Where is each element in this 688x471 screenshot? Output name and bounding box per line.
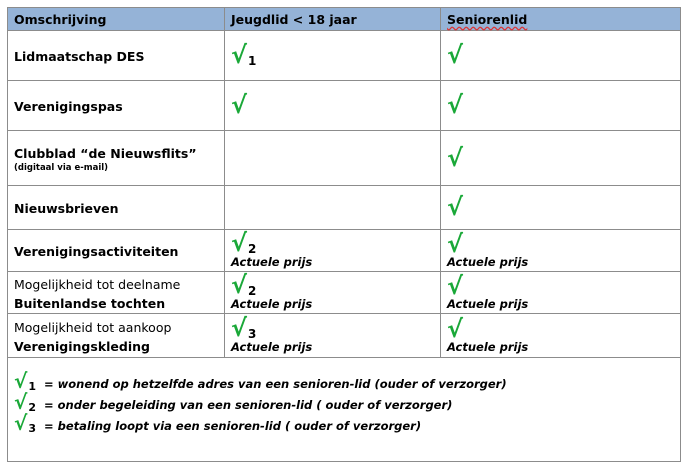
- footnote-number: 3: [28, 422, 36, 435]
- check-icon: √: [447, 41, 464, 69]
- row-label-cell: [8, 81, 225, 131]
- check-icon: √: [447, 91, 464, 119]
- row-label-cell: [8, 131, 225, 186]
- check-icon: √: [447, 271, 464, 300]
- check-icon: √: [231, 91, 248, 119]
- row-label: Nieuwsbrieven: [14, 201, 119, 216]
- footnote-number: 2: [248, 242, 257, 256]
- header-label: Seniorenlid: [447, 11, 528, 27]
- table-row: [8, 230, 681, 272]
- table-row: [8, 31, 681, 81]
- table-row: [8, 81, 681, 131]
- footnote-number: 1: [28, 380, 36, 393]
- row-label: Verenigingspas: [14, 99, 123, 114]
- senior-cell: [441, 131, 681, 186]
- check-icon: √: [14, 369, 28, 393]
- legend-item: [14, 411, 680, 435]
- row-label-line1: Mogelijkheid tot deelname: [14, 276, 181, 292]
- row-label-cell: [8, 31, 225, 81]
- table-row: [8, 314, 681, 358]
- footnote-number: 1: [248, 53, 257, 68]
- youth-cell: [225, 31, 441, 81]
- senior-cell: [441, 186, 681, 230]
- header-jeugdlid: [225, 8, 441, 31]
- check-icon: √: [447, 193, 464, 221]
- row-label: Lidmaatschap DES: [14, 49, 145, 64]
- row-label-line2: Buitenlandse tochten: [14, 295, 166, 311]
- header-seniorenlid: [441, 8, 681, 31]
- footnote-number: 3: [248, 327, 257, 341]
- check-icon: √: [231, 40, 248, 69]
- legend-text: = betaling loopt via een senioren-lid ( ouder of verzorger): [44, 419, 422, 433]
- youth-cell: [225, 131, 441, 186]
- check-icon: √: [14, 411, 28, 435]
- row-label-cell: [8, 230, 225, 272]
- row-label-line1: Mogelijkheid tot aankoop: [14, 319, 172, 335]
- youth-cell: [225, 186, 441, 230]
- price-note: Actuele prijs: [231, 297, 313, 311]
- footnote-number: 2: [248, 284, 257, 298]
- check-icon: √: [447, 314, 464, 343]
- legend-cell: [8, 358, 681, 462]
- row-label: Verenigingsactiviteiten: [14, 244, 179, 259]
- senior-cell: [441, 81, 681, 131]
- row-sublabel: (digitaal via e-mail): [14, 163, 109, 173]
- footnote-number: 2: [28, 401, 36, 414]
- youth-cell: [225, 314, 441, 358]
- table-row: [8, 272, 681, 314]
- header-label: Jeugdlid < 18 jaar: [231, 11, 357, 27]
- price-note: Actuele prijs: [447, 296, 529, 311]
- check-icon: √: [14, 390, 28, 414]
- check-icon: √: [447, 229, 464, 258]
- youth-cell: [225, 230, 441, 272]
- price-note: Actuele prijs: [447, 254, 529, 269]
- membership-table: [7, 7, 681, 462]
- header-omschrijving: [8, 8, 225, 31]
- table-row: [8, 131, 681, 186]
- header-row: [8, 8, 681, 31]
- row-label-line2: Verenigingskleding: [14, 338, 150, 354]
- youth-cell: [225, 272, 441, 314]
- row-label-cell: [8, 186, 225, 230]
- legend-text: = wonend op hetzelfde adres van een senioren-lid (ouder of verzorger): [44, 377, 507, 391]
- row-label-cell: [8, 314, 225, 358]
- legend-text: = onder begeleiding van een senioren-lid ( ouder of verzorger): [44, 398, 453, 412]
- price-note: Actuele prijs: [447, 339, 529, 354]
- youth-cell: [225, 81, 441, 131]
- check-icon: √: [231, 314, 248, 342]
- legend-item: [14, 369, 680, 393]
- price-note: Actuele prijs: [231, 255, 313, 269]
- senior-cell: [441, 31, 681, 81]
- legend-row: [8, 358, 681, 462]
- legend-item: [14, 390, 680, 414]
- check-icon: √: [447, 143, 464, 172]
- row-label-cell: [8, 272, 225, 314]
- senior-cell: [441, 230, 681, 272]
- senior-cell: [441, 314, 681, 358]
- price-note: Actuele prijs: [231, 340, 313, 354]
- header-label: Omschrijving: [14, 11, 107, 27]
- row-label: Clubblad “de Nieuwsflits”: [14, 146, 197, 161]
- table-row: [8, 186, 681, 230]
- check-icon: √: [231, 229, 248, 257]
- check-icon: √: [231, 271, 248, 299]
- senior-cell: [441, 272, 681, 314]
